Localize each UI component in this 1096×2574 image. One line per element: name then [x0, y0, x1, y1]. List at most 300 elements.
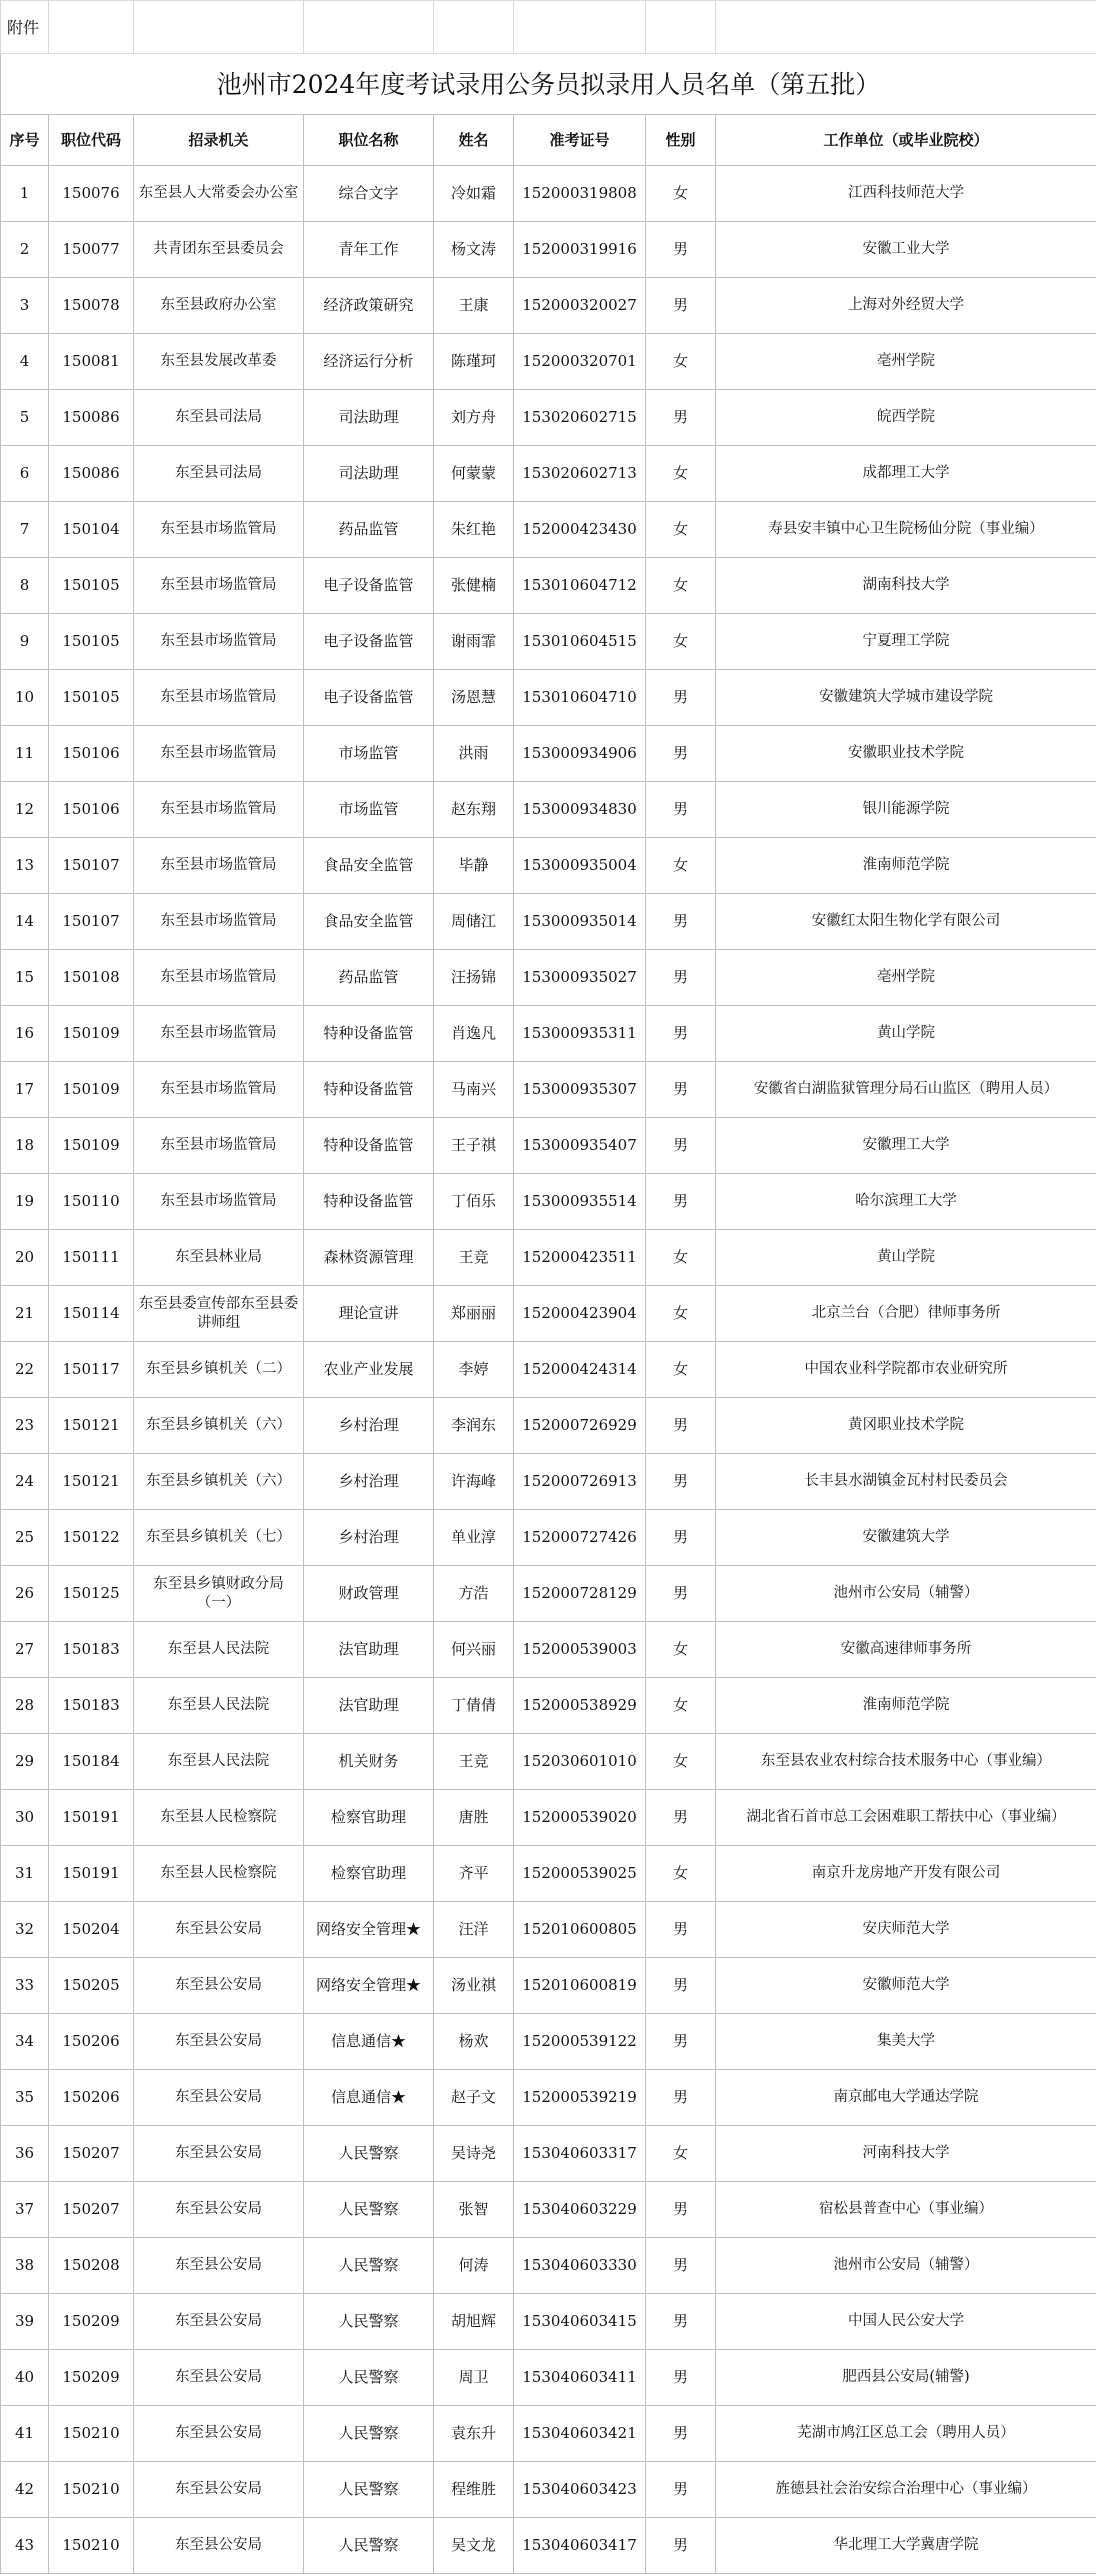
- cell-exam-id: 153000935407: [514, 1118, 646, 1174]
- cell-work-unit: 长丰县水湖镇金瓦村村民委员会: [716, 1454, 1096, 1510]
- cell-agency: 东至县市场监管局: [134, 950, 304, 1006]
- cell-index: 31: [1, 1846, 49, 1902]
- cell-name: 许海峰: [434, 1454, 514, 1510]
- cell-work-unit: 宿松县普查中心（事业编）: [716, 2182, 1096, 2238]
- table-row: [1, 558, 1096, 614]
- cell-post-name: 财政管理: [304, 1566, 434, 1622]
- cell-exam-id: 152000319916: [514, 222, 646, 278]
- cell-index: 2: [1, 222, 49, 278]
- cell-name: 陈瑾珂: [434, 334, 514, 390]
- cell-agency: 东至县乡镇机关（七）: [134, 1510, 304, 1566]
- header-exam-id: 准考证号: [514, 115, 646, 166]
- cell-agency: 东至县市场监管局: [134, 558, 304, 614]
- table-row: [1, 1174, 1096, 1230]
- table-row: [1, 1958, 1096, 2014]
- cell-post-code: 150121: [49, 1398, 134, 1454]
- table-row: [1, 1230, 1096, 1286]
- cell-work-unit: 上海对外经贸大学: [716, 278, 1096, 334]
- cell-exam-id: 152000538929: [514, 1678, 646, 1734]
- cell-name: 汪洋: [434, 1902, 514, 1958]
- cell-agency: 东至县乡镇财政分局（一）: [134, 1566, 304, 1622]
- cell-post-code: 150117: [49, 1342, 134, 1398]
- cell-post-code: 150209: [49, 2350, 134, 2406]
- cell-gender: 男: [646, 1118, 716, 1174]
- table-row: [1, 2518, 1096, 2574]
- cell-exam-id: 152000423511: [514, 1230, 646, 1286]
- cell-exam-id: 152000423430: [514, 502, 646, 558]
- cell-index: 37: [1, 2182, 49, 2238]
- cell-work-unit: 中国人民公安大学: [716, 2294, 1096, 2350]
- cell-index: 36: [1, 2126, 49, 2182]
- cell-name: 何兴丽: [434, 1622, 514, 1678]
- cell-name: 汤恩慧: [434, 670, 514, 726]
- cell-agency: 东至县市场监管局: [134, 502, 304, 558]
- cell-work-unit: 哈尔滨理工大学: [716, 1174, 1096, 1230]
- cell-work-unit: 南京邮电大学通达学院: [716, 2070, 1096, 2126]
- cell-name: 张智: [434, 2182, 514, 2238]
- cell-gender: 女: [646, 2126, 716, 2182]
- cell-work-unit: 旌德县社会治安综合治理中心（事业编）: [716, 2462, 1096, 2518]
- header-gender: 性别: [646, 115, 716, 166]
- cell-work-unit: 安徽理工大学: [716, 1118, 1096, 1174]
- cell-post-code: 150183: [49, 1622, 134, 1678]
- cell-post-code: 150204: [49, 1902, 134, 1958]
- cell-index: 19: [1, 1174, 49, 1230]
- cell-index: 17: [1, 1062, 49, 1118]
- cell-gender: 女: [646, 614, 716, 670]
- empty-cell: [716, 1, 1096, 54]
- cell-work-unit: 芜湖市鸠江区总工会（聘用人员）: [716, 2406, 1096, 2462]
- cell-work-unit: 河南科技大学: [716, 2126, 1096, 2182]
- header-index: 序号: [1, 115, 49, 166]
- table-row: [1, 782, 1096, 838]
- cell-gender: 男: [646, 2294, 716, 2350]
- cell-exam-id: 152000539003: [514, 1622, 646, 1678]
- cell-agency: 东至县公安局: [134, 2238, 304, 2294]
- cell-agency: 东至县公安局: [134, 2182, 304, 2238]
- cell-post-code: 150106: [49, 726, 134, 782]
- table-row: [1, 1790, 1096, 1846]
- cell-gender: 男: [646, 2238, 716, 2294]
- cell-exam-id: 153010604515: [514, 614, 646, 670]
- cell-name: 方浩: [434, 1566, 514, 1622]
- cell-post-name: 机关财务: [304, 1734, 434, 1790]
- cell-work-unit: 北京兰台（合肥）律师事务所: [716, 1286, 1096, 1342]
- cell-post-name: 理论宣讲: [304, 1286, 434, 1342]
- cell-exam-id: 152000424314: [514, 1342, 646, 1398]
- cell-agency: 东至县乡镇机关（六）: [134, 1398, 304, 1454]
- cell-post-name: 人民警察: [304, 2462, 434, 2518]
- table-row: [1, 278, 1096, 334]
- cell-post-name: 法官助理: [304, 1622, 434, 1678]
- cell-index: 12: [1, 782, 49, 838]
- empty-cell: [134, 1, 304, 54]
- cell-name: 杨文涛: [434, 222, 514, 278]
- cell-index: 29: [1, 1734, 49, 1790]
- cell-work-unit: 亳州学院: [716, 334, 1096, 390]
- cell-exam-id: 152000539122: [514, 2014, 646, 2070]
- cell-work-unit: 湖北省石首市总工会困难职工帮扶中心（事业编）: [716, 1790, 1096, 1846]
- cell-work-unit: 黄山学院: [716, 1006, 1096, 1062]
- cell-agency: 东至县市场监管局: [134, 894, 304, 950]
- cell-post-code: 150210: [49, 2518, 134, 2574]
- cell-work-unit: 池州市公安局（辅警）: [716, 2238, 1096, 2294]
- cell-exam-id: 153000934906: [514, 726, 646, 782]
- cell-name: 汤业祺: [434, 1958, 514, 2014]
- cell-index: 21: [1, 1286, 49, 1342]
- cell-post-code: 150209: [49, 2294, 134, 2350]
- cell-post-name: 检察官助理: [304, 1790, 434, 1846]
- title-row: [1, 54, 1096, 115]
- cell-name: 胡旭辉: [434, 2294, 514, 2350]
- empty-cell: [49, 1, 134, 54]
- header-row: [1, 115, 1096, 166]
- cell-agency: 东至县市场监管局: [134, 1118, 304, 1174]
- cell-gender: 女: [646, 1342, 716, 1398]
- cell-exam-id: 152010600819: [514, 1958, 646, 2014]
- cell-gender: 女: [646, 1846, 716, 1902]
- cell-post-name: 法官助理: [304, 1678, 434, 1734]
- header-agency: 招录机关: [134, 115, 304, 166]
- cell-name: 洪雨: [434, 726, 514, 782]
- cell-exam-id: 153040603415: [514, 2294, 646, 2350]
- cell-name: 单业淳: [434, 1510, 514, 1566]
- cell-agency: 东至县市场监管局: [134, 838, 304, 894]
- page-title: 池州市2024年度考试录用公务员拟录用人员名单（第五批）: [1, 54, 1096, 115]
- table-row: [1, 726, 1096, 782]
- cell-agency: 东至县市场监管局: [134, 614, 304, 670]
- cell-exam-id: 152000423904: [514, 1286, 646, 1342]
- cell-agency: 东至县人大常委会办公室: [134, 166, 304, 222]
- cell-post-code: 150207: [49, 2126, 134, 2182]
- cell-work-unit: 淮南师范学院: [716, 838, 1096, 894]
- cell-post-name: 人民警察: [304, 2406, 434, 2462]
- cell-name: 王竞: [434, 1734, 514, 1790]
- table-row: [1, 1062, 1096, 1118]
- cell-agency: 东至县公安局: [134, 2462, 304, 2518]
- cell-agency: 东至县市场监管局: [134, 782, 304, 838]
- cell-post-code: 150183: [49, 1678, 134, 1734]
- cell-exam-id: 153040603423: [514, 2462, 646, 2518]
- cell-gender: 女: [646, 1286, 716, 1342]
- cell-name: 吴诗尧: [434, 2126, 514, 2182]
- cell-post-code: 150105: [49, 670, 134, 726]
- cell-exam-id: 152000728129: [514, 1566, 646, 1622]
- cell-work-unit: 安徽工业大学: [716, 222, 1096, 278]
- table-row: [1, 2406, 1096, 2462]
- cell-post-code: 150210: [49, 2462, 134, 2518]
- table-row: [1, 2462, 1096, 2518]
- cell-post-code: 150086: [49, 446, 134, 502]
- attachment-row: [1, 1, 1096, 54]
- cell-index: 41: [1, 2406, 49, 2462]
- cell-work-unit: 安庆师范大学: [716, 1902, 1096, 1958]
- cell-gender: 男: [646, 390, 716, 446]
- cell-post-name: 食品安全监管: [304, 894, 434, 950]
- cell-exam-id: 152010600805: [514, 1902, 646, 1958]
- cell-index: 13: [1, 838, 49, 894]
- cell-gender: 女: [646, 558, 716, 614]
- cell-name: 丁倩倩: [434, 1678, 514, 1734]
- table-row: [1, 2238, 1096, 2294]
- cell-index: 27: [1, 1622, 49, 1678]
- cell-agency: 东至县公安局: [134, 2070, 304, 2126]
- cell-agency: 东至县林业局: [134, 1230, 304, 1286]
- cell-post-code: 150078: [49, 278, 134, 334]
- cell-name: 李润东: [434, 1398, 514, 1454]
- table-row: [1, 502, 1096, 558]
- cell-index: 40: [1, 2350, 49, 2406]
- cell-index: 5: [1, 390, 49, 446]
- table-row: [1, 1734, 1096, 1790]
- cell-exam-id: 153000935027: [514, 950, 646, 1006]
- table-row: [1, 334, 1096, 390]
- cell-index: 18: [1, 1118, 49, 1174]
- cell-work-unit: 皖西学院: [716, 390, 1096, 446]
- cell-work-unit: 集美大学: [716, 2014, 1096, 2070]
- cell-gender: 男: [646, 2182, 716, 2238]
- cell-post-name: 市场监管: [304, 726, 434, 782]
- cell-exam-id: 152000539020: [514, 1790, 646, 1846]
- cell-index: 38: [1, 2238, 49, 2294]
- cell-exam-id: 152000539219: [514, 2070, 646, 2126]
- cell-gender: 男: [646, 1566, 716, 1622]
- cell-agency: 东至县公安局: [134, 2294, 304, 2350]
- cell-name: 郑丽丽: [434, 1286, 514, 1342]
- table-row: [1, 2126, 1096, 2182]
- cell-agency: 东至县人民检察院: [134, 1790, 304, 1846]
- cell-name: 赵东翔: [434, 782, 514, 838]
- cell-post-code: 150081: [49, 334, 134, 390]
- cell-gender: 女: [646, 1230, 716, 1286]
- cell-index: 1: [1, 166, 49, 222]
- cell-post-name: 网络安全管理★: [304, 1902, 434, 1958]
- cell-agency: 东至县公安局: [134, 2014, 304, 2070]
- cell-name: 李婷: [434, 1342, 514, 1398]
- cell-name: 周卫: [434, 2350, 514, 2406]
- cell-post-code: 150184: [49, 1734, 134, 1790]
- cell-index: 3: [1, 278, 49, 334]
- cell-name: 冷如霜: [434, 166, 514, 222]
- cell-agency: 东至县发展改革委: [134, 334, 304, 390]
- cell-exam-id: 153040603417: [514, 2518, 646, 2574]
- cell-agency: 东至县公安局: [134, 1902, 304, 1958]
- cell-agency: 东至县司法局: [134, 390, 304, 446]
- cell-name: 马南兴: [434, 1062, 514, 1118]
- cell-post-code: 150125: [49, 1566, 134, 1622]
- cell-name: 吴文龙: [434, 2518, 514, 2574]
- cell-work-unit: 江西科技师范大学: [716, 166, 1096, 222]
- cell-post-name: 市场监管: [304, 782, 434, 838]
- cell-post-code: 150207: [49, 2182, 134, 2238]
- cell-name: 齐平: [434, 1846, 514, 1902]
- cell-name: 王子祺: [434, 1118, 514, 1174]
- table-row: [1, 1118, 1096, 1174]
- cell-post-name: 森林资源管理: [304, 1230, 434, 1286]
- table-row: [1, 1342, 1096, 1398]
- cell-agency: 东至县市场监管局: [134, 670, 304, 726]
- cell-work-unit: 安徽红太阳生物化学有限公司: [716, 894, 1096, 950]
- cell-exam-id: 153010604712: [514, 558, 646, 614]
- table-row: [1, 2294, 1096, 2350]
- cell-gender: 女: [646, 838, 716, 894]
- cell-agency: 东至县乡镇机关（二）: [134, 1342, 304, 1398]
- table-row: [1, 2070, 1096, 2126]
- cell-gender: 男: [646, 782, 716, 838]
- cell-name: 何蒙蒙: [434, 446, 514, 502]
- table-row: [1, 1286, 1096, 1342]
- cell-post-name: 特种设备监管: [304, 1062, 434, 1118]
- cell-name: 肖逸凡: [434, 1006, 514, 1062]
- cell-work-unit: 黄山学院: [716, 1230, 1096, 1286]
- cell-post-name: 人民警察: [304, 2294, 434, 2350]
- cell-work-unit: 东至县农业农村综合技术服务中心（事业编）: [716, 1734, 1096, 1790]
- header-name: 姓名: [434, 115, 514, 166]
- cell-index: 6: [1, 446, 49, 502]
- empty-cell: [304, 1, 434, 54]
- cell-post-name: 信息通信★: [304, 2014, 434, 2070]
- cell-post-name: 食品安全监管: [304, 838, 434, 894]
- cell-post-name: 特种设备监管: [304, 1006, 434, 1062]
- cell-post-name: 电子设备监管: [304, 670, 434, 726]
- cell-gender: 女: [646, 1678, 716, 1734]
- cell-work-unit: 安徽高速律师事务所: [716, 1622, 1096, 1678]
- table-row: [1, 446, 1096, 502]
- cell-agency: 东至县乡镇机关（六）: [134, 1454, 304, 1510]
- cell-post-name: 综合文字: [304, 166, 434, 222]
- cell-work-unit: 肥西县公安局(辅警): [716, 2350, 1096, 2406]
- cell-exam-id: 153020602713: [514, 446, 646, 502]
- cell-gender: 男: [646, 726, 716, 782]
- cell-exam-id: 153010604710: [514, 670, 646, 726]
- cell-post-code: 150206: [49, 2070, 134, 2126]
- cell-work-unit: 成都理工大学: [716, 446, 1096, 502]
- cell-post-code: 150206: [49, 2014, 134, 2070]
- cell-index: 39: [1, 2294, 49, 2350]
- cell-post-code: 150114: [49, 1286, 134, 1342]
- cell-name: 张健楠: [434, 558, 514, 614]
- cell-exam-id: 152000727426: [514, 1510, 646, 1566]
- cell-gender: 男: [646, 670, 716, 726]
- cell-work-unit: 黄冈职业技术学院: [716, 1398, 1096, 1454]
- cell-exam-id: 152000320027: [514, 278, 646, 334]
- cell-gender: 女: [646, 446, 716, 502]
- cell-gender: 女: [646, 1734, 716, 1790]
- cell-exam-id: 152000320701: [514, 334, 646, 390]
- cell-exam-id: 152000726913: [514, 1454, 646, 1510]
- cell-post-name: 网络安全管理★: [304, 1958, 434, 2014]
- cell-post-code: 150107: [49, 894, 134, 950]
- cell-gender: 男: [646, 2518, 716, 2574]
- table-row: [1, 670, 1096, 726]
- cell-post-name: 乡村治理: [304, 1398, 434, 1454]
- cell-name: 王康: [434, 278, 514, 334]
- table-row: [1, 614, 1096, 670]
- cell-agency: 东至县人民法院: [134, 1622, 304, 1678]
- cell-work-unit: 银川能源学院: [716, 782, 1096, 838]
- table-row: [1, 1846, 1096, 1902]
- cell-name: 毕静: [434, 838, 514, 894]
- cell-exam-id: 153000935514: [514, 1174, 646, 1230]
- cell-gender: 男: [646, 2350, 716, 2406]
- cell-post-code: 150106: [49, 782, 134, 838]
- cell-index: 24: [1, 1454, 49, 1510]
- cell-gender: 男: [646, 1510, 716, 1566]
- table-body: [1, 166, 1096, 2574]
- cell-agency: 东至县市场监管局: [134, 1174, 304, 1230]
- cell-exam-id: 153040603330: [514, 2238, 646, 2294]
- table-row: [1, 1622, 1096, 1678]
- cell-gender: 男: [646, 894, 716, 950]
- cell-gender: 男: [646, 2070, 716, 2126]
- cell-agency: 东至县人民法院: [134, 1678, 304, 1734]
- header-post-code: 职位代码: [49, 115, 134, 166]
- cell-work-unit: 安徽职业技术学院: [716, 726, 1096, 782]
- cell-post-name: 药品监管: [304, 950, 434, 1006]
- empty-cell: [434, 1, 514, 54]
- cell-post-code: 150105: [49, 558, 134, 614]
- cell-agency: 东至县公安局: [134, 1958, 304, 2014]
- cell-gender: 男: [646, 1398, 716, 1454]
- cell-post-name: 检察官助理: [304, 1846, 434, 1902]
- cell-gender: 男: [646, 1454, 716, 1510]
- cell-exam-id: 153000934830: [514, 782, 646, 838]
- cell-name: 杨欢: [434, 2014, 514, 2070]
- cell-gender: 男: [646, 1958, 716, 2014]
- cell-agency: 共青团东至县委员会: [134, 222, 304, 278]
- cell-agency: 东至县市场监管局: [134, 1006, 304, 1062]
- cell-index: 11: [1, 726, 49, 782]
- cell-gender: 男: [646, 1790, 716, 1846]
- cell-post-code: 150077: [49, 222, 134, 278]
- cell-work-unit: 华北理工大学冀唐学院: [716, 2518, 1096, 2574]
- cell-agency: 东至县委宣传部东至县委讲师组: [134, 1286, 304, 1342]
- cell-gender: 男: [646, 222, 716, 278]
- empty-cell: [646, 1, 716, 54]
- cell-name: 谢雨霏: [434, 614, 514, 670]
- cell-post-name: 电子设备监管: [304, 614, 434, 670]
- cell-index: 20: [1, 1230, 49, 1286]
- cell-exam-id: 153000935014: [514, 894, 646, 950]
- cell-post-name: 乡村治理: [304, 1454, 434, 1510]
- cell-index: 30: [1, 1790, 49, 1846]
- cell-index: 10: [1, 670, 49, 726]
- cell-agency: 东至县政府办公室: [134, 278, 304, 334]
- empty-cell: [514, 1, 646, 54]
- cell-post-code: 150104: [49, 502, 134, 558]
- cell-exam-id: 152000726929: [514, 1398, 646, 1454]
- cell-gender: 男: [646, 1062, 716, 1118]
- cell-post-name: 司法助理: [304, 446, 434, 502]
- cell-work-unit: 宁夏理工学院: [716, 614, 1096, 670]
- table-row: [1, 894, 1096, 950]
- cell-index: 28: [1, 1678, 49, 1734]
- cell-gender: 男: [646, 1902, 716, 1958]
- cell-gender: 男: [646, 950, 716, 1006]
- table-row: [1, 166, 1096, 222]
- cell-post-code: 150108: [49, 950, 134, 1006]
- cell-index: 33: [1, 1958, 49, 2014]
- cell-post-code: 150110: [49, 1174, 134, 1230]
- cell-work-unit: 淮南师范学院: [716, 1678, 1096, 1734]
- cell-name: 朱红艳: [434, 502, 514, 558]
- cell-exam-id: 152030601010: [514, 1734, 646, 1790]
- cell-post-code: 150121: [49, 1454, 134, 1510]
- cell-post-name: 电子设备监管: [304, 558, 434, 614]
- cell-post-name: 经济政策研究: [304, 278, 434, 334]
- cell-gender: 男: [646, 1174, 716, 1230]
- cell-exam-id: 152000319808: [514, 166, 646, 222]
